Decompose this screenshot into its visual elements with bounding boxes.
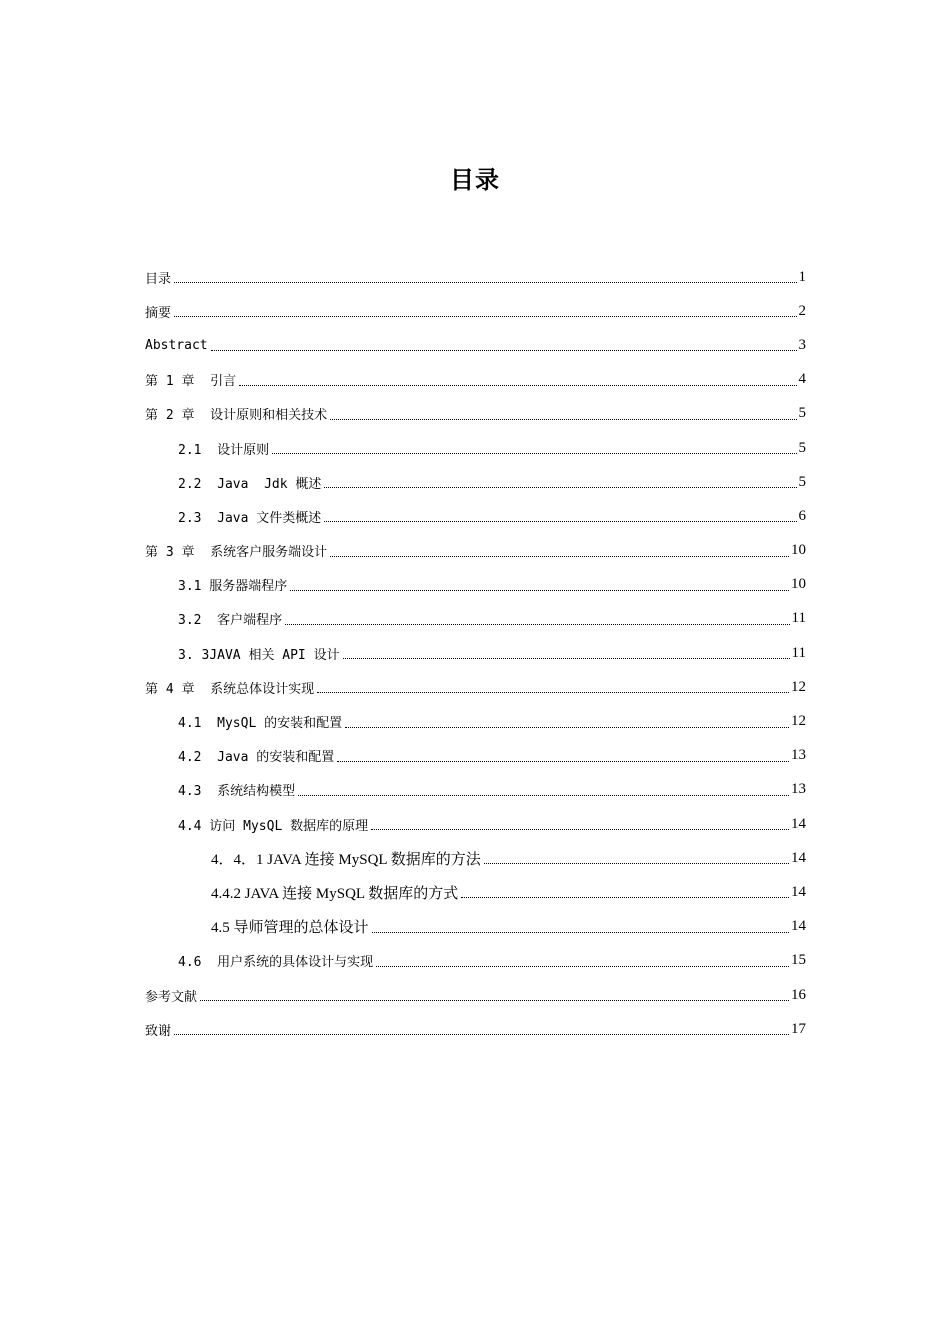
toc-entry-page-number: 5 bbox=[798, 439, 806, 456]
toc-entry-page-number: 15 bbox=[791, 952, 806, 969]
toc-entry-label: 4.6 用户系统的具体设计与实现 bbox=[178, 955, 374, 971]
toc-entry-page-number: 14 bbox=[791, 883, 806, 900]
toc-dot-leader bbox=[337, 760, 789, 762]
toc-entry-page-number: 10 bbox=[791, 542, 806, 559]
toc-entry-label: 3. 3JAVA 相关 API 设计 bbox=[178, 647, 340, 663]
toc-dot-leader bbox=[239, 384, 796, 386]
toc-entry-page-number: 14 bbox=[791, 815, 806, 832]
toc-dot-leader bbox=[330, 555, 789, 557]
toc-entry[interactable] bbox=[145, 260, 806, 294]
toc-entry[interactable] bbox=[145, 602, 806, 636]
page-title: 目录 bbox=[450, 166, 500, 194]
toc-entry[interactable] bbox=[145, 841, 806, 875]
toc-entry-label: 4.3 系统结构模型 bbox=[178, 784, 296, 800]
toc-entry-label: 4.4.2 JAVA 连接 MySQL 数据库的方式 bbox=[211, 885, 459, 902]
toc-entry[interactable] bbox=[145, 328, 806, 362]
toc-dot-leader bbox=[290, 589, 789, 591]
toc-entry[interactable] bbox=[145, 944, 806, 978]
toc-entry-label: 4.4 访问 MysQL 数据库的原理 bbox=[178, 818, 369, 834]
toc-entry[interactable] bbox=[145, 910, 806, 944]
toc-dot-leader bbox=[285, 623, 789, 625]
toc-entry-page-number: 5 bbox=[798, 405, 806, 422]
toc-dot-leader bbox=[330, 418, 796, 420]
toc-entry-page-number: 11 bbox=[791, 610, 806, 627]
toc-entry[interactable] bbox=[145, 978, 806, 1012]
toc-entry-label: Abstract bbox=[145, 337, 208, 353]
toc-entry-label: 第 1 章 引言 bbox=[145, 374, 237, 390]
toc-entry[interactable] bbox=[145, 636, 806, 670]
toc-entry-page-number: 12 bbox=[791, 713, 806, 730]
toc-entry[interactable] bbox=[145, 465, 806, 499]
toc-entry-label: 4.2 Java 的安装和配置 bbox=[178, 750, 335, 766]
toc-entry[interactable] bbox=[145, 773, 806, 807]
toc-entry-label: 致谢 bbox=[145, 1023, 172, 1039]
toc-dot-leader bbox=[484, 862, 789, 864]
toc-dot-leader bbox=[324, 520, 796, 522]
toc-entry-label: 第 2 章 设计原则和相关技术 bbox=[145, 408, 328, 424]
toc-dot-leader bbox=[371, 828, 789, 830]
toc-entry-page-number: 13 bbox=[791, 781, 806, 798]
toc-entry[interactable] bbox=[145, 397, 806, 431]
toc-dot-leader bbox=[174, 315, 796, 317]
toc-entry-page-number: 2 bbox=[798, 302, 806, 319]
toc-dot-leader bbox=[174, 1033, 789, 1035]
toc-dot-leader bbox=[174, 281, 796, 283]
toc-entry-label: 2.2 Java Jdk 概述 bbox=[178, 476, 322, 492]
toc-entry[interactable] bbox=[145, 807, 806, 841]
table-of-contents bbox=[145, 260, 806, 1046]
toc-entry-page-number: 5 bbox=[798, 473, 806, 490]
toc-entry-page-number: 12 bbox=[791, 678, 806, 695]
toc-entry[interactable] bbox=[145, 739, 806, 773]
toc-entry-label: 4.1 MysQL 的安装和配置 bbox=[178, 716, 343, 732]
toc-dot-leader bbox=[211, 349, 797, 351]
toc-entry-page-number: 6 bbox=[798, 507, 806, 524]
toc-entry[interactable] bbox=[145, 704, 806, 738]
toc-entry-page-number: 17 bbox=[791, 1020, 806, 1037]
toc-entry-label: 4.5 导师管理的总体设计 bbox=[211, 920, 369, 937]
toc-dot-leader bbox=[376, 965, 789, 967]
toc-entry-page-number: 16 bbox=[791, 986, 806, 1003]
toc-entry-page-number: 4 bbox=[798, 371, 806, 388]
toc-entry-label: 2.1 设计原则 bbox=[178, 442, 270, 458]
toc-entry-label: 3.2 客户端程序 bbox=[178, 613, 283, 629]
toc-entry-page-number: 11 bbox=[791, 644, 806, 661]
toc-dot-leader bbox=[298, 794, 789, 796]
toc-entry-label: 第 3 章 系统客户服务端设计 bbox=[145, 545, 328, 561]
toc-entry-page-number: 3 bbox=[798, 336, 806, 353]
toc-dot-leader bbox=[324, 486, 796, 488]
toc-entry[interactable] bbox=[145, 294, 806, 328]
toc-entry-label: 参考文献 bbox=[145, 989, 198, 1005]
toc-entry-label: 目录 bbox=[145, 271, 172, 287]
toc-entry-page-number: 14 bbox=[791, 918, 806, 935]
toc-entry[interactable] bbox=[145, 431, 806, 465]
toc-entry-page-number: 14 bbox=[791, 849, 806, 866]
toc-entry[interactable] bbox=[145, 363, 806, 397]
toc-entry-label: 3.1 服务器端程序 bbox=[178, 579, 288, 595]
toc-entry-label: 4．4．1 JAVA 连接 MySQL 数据库的方法 bbox=[211, 851, 481, 868]
toc-dot-leader bbox=[343, 657, 790, 659]
toc-entry[interactable] bbox=[145, 534, 806, 568]
toc-entry[interactable] bbox=[145, 1012, 806, 1046]
toc-entry[interactable] bbox=[145, 568, 806, 602]
toc-entry-page-number: 1 bbox=[798, 268, 806, 285]
toc-dot-leader bbox=[345, 726, 789, 728]
toc-entry-page-number: 10 bbox=[791, 576, 806, 593]
toc-dot-leader bbox=[461, 896, 789, 898]
toc-entry-page-number: 13 bbox=[791, 747, 806, 764]
toc-dot-leader bbox=[200, 999, 789, 1001]
toc-entry-label: 2.3 Java 文件类概述 bbox=[178, 510, 322, 526]
toc-entry[interactable] bbox=[145, 670, 806, 704]
toc-dot-leader bbox=[317, 691, 789, 693]
toc-dot-leader bbox=[272, 452, 796, 454]
toc-entry[interactable] bbox=[145, 875, 806, 909]
toc-entry[interactable] bbox=[145, 499, 806, 533]
toc-entry-label: 摘要 bbox=[145, 305, 172, 321]
toc-entry-label: 第 4 章 系统总体设计实现 bbox=[145, 681, 315, 697]
toc-dot-leader bbox=[372, 931, 789, 933]
